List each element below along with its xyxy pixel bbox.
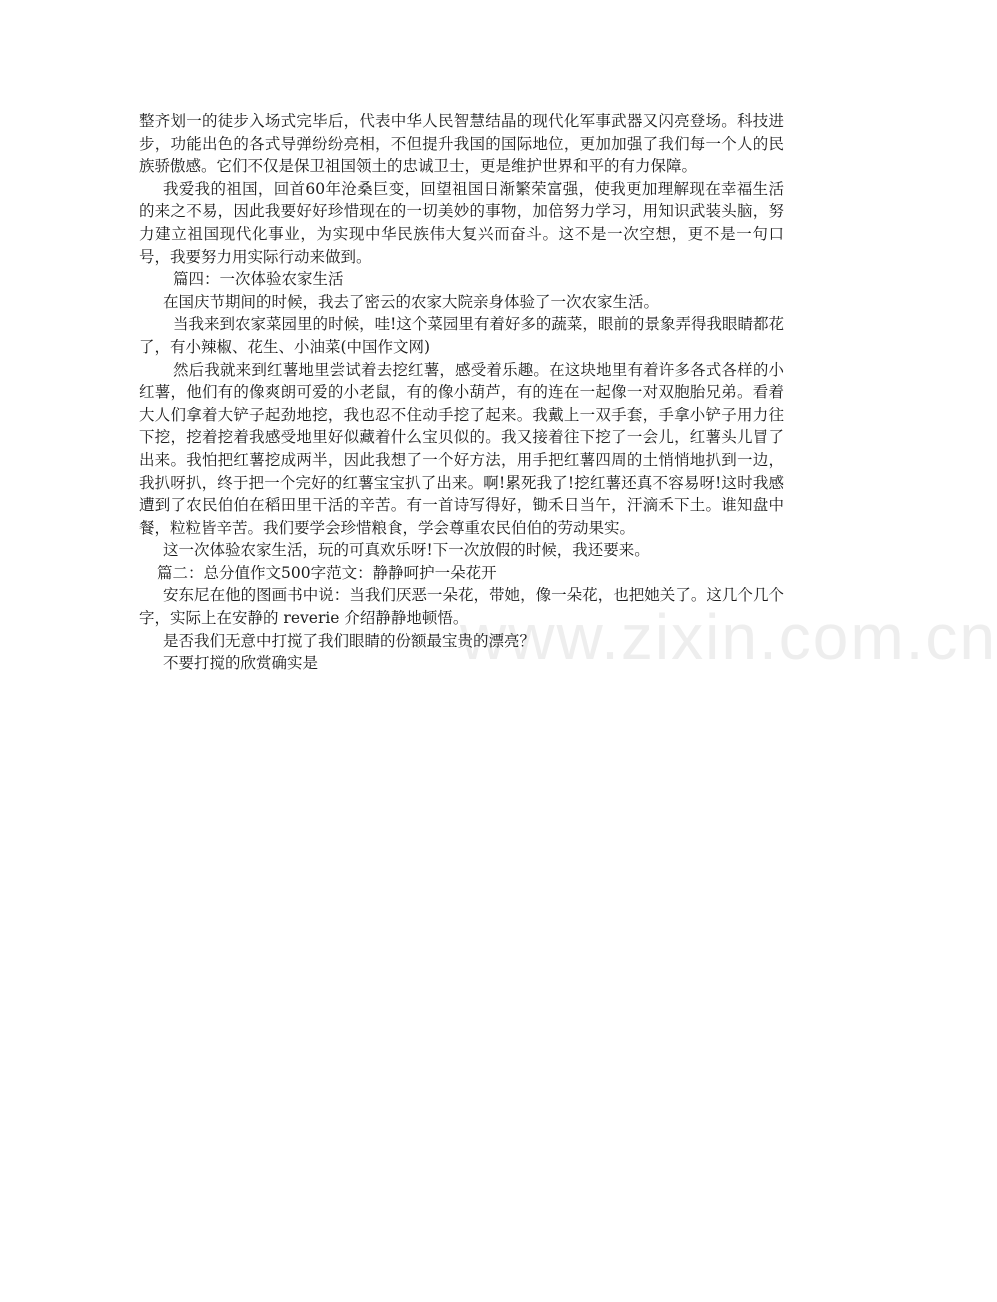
- document-body: [139, 110, 784, 675]
- paragraph-2: 我爱我的祖国，回首60年沧桑巨变，回望祖国日渐繁荣富强，使我更加理解现在幸福生活的来之不易，因此我要好好珍惜现在的一切美妙的事物，加倍努力学习，用知识武装头脑，努力建立祖国现代化事业，为实现中华民族伟大复兴而奋斗。这不是一次空想，更不是一句口号，我要努力用实际行动来做到。: [139, 179, 784, 266]
- paragraph-1: 整齐划一的徒步入场式完毕后，代表中华人民智慧结晶的现代化军事武器又闪亮登场。科技进步，功能出色的各式导弹纷纷亮相，不但提升我国的国际地位，更加加强了我们每一个人的民族骄傲感。它们不仅是保卫祖国领土的忠诚卫士，更是维护世界和平的有力保障。: [139, 112, 784, 176]
- paragraph-3: 在国庆节期间的时候，我去了密云的农家大院亲身体验了一次农家生活。: [163, 292, 660, 311]
- paragraph-4: 当我来到农家菜园里的时候，哇!这个菜园里有着好多的蔬菜，眼前的景象弄得我眼睛都花了，有小辣椒、花生、小油菜(中国作文网): [139, 315, 784, 356]
- watermark-text: www.zixin.com.cn: [460, 601, 997, 673]
- paragraph-5: 然后我就来到红薯地里尝试着去挖红薯，感受着乐趣。在这块地里有着许多各式各样的小红薯，他们有的像爽朗可爱的小老鼠，有的像小葫芦，有的连在一起像一对双胞胎兄弟。看着大人们拿着大铲子起劲地挖，我也忍不住动手挖了起来。我戴上一双手套，手拿小铲子用力往下挖，挖着挖着我感受地里好似藏着什么宝贝似的。我又接着往下挖了一会儿，红薯头儿冒了出来。我怕把红薯挖成两半，因此我想了一个好方法，用手把红薯四周的土悄悄地扒到一边，我扒呀扒，终于把一个完好的红薯宝宝扒了出来。啊!累死我了!挖红薯还真不容易呀!这时我感遭到了农民伯伯在稻田里干活的辛苦。有一首诗写得好，锄禾日当午，汗滴禾下土。谁知盘中餐，粒粒皆辛苦。我们要学会珍惜粮食，学会尊重农民伯伯的劳动果实。: [139, 360, 784, 537]
- section-heading-4: 篇四：一次体验农家生活: [173, 270, 344, 289]
- paragraph-7: 安东尼在他的图画书中说：当我们厌恶一朵花，带她，像一朵花，也把她关了。这几个几个字，实际上在安静的 reverie 介绍静静地顿悟。: [139, 586, 784, 628]
- paragraph-8: 是否我们无意中打搅了我们眼睛的份额最宝贵的漂亮？: [163, 631, 536, 650]
- paragraph-6: 这一次体验农家生活，玩的可真欢乐呀!下一次放假的时候，我还要来。: [163, 541, 650, 560]
- paragraph-9: 不要打搅的欣赏确实是: [163, 654, 319, 673]
- section-heading-2: 篇二：总分值作文500字范文：静静呵护一朵花开: [157, 563, 497, 582]
